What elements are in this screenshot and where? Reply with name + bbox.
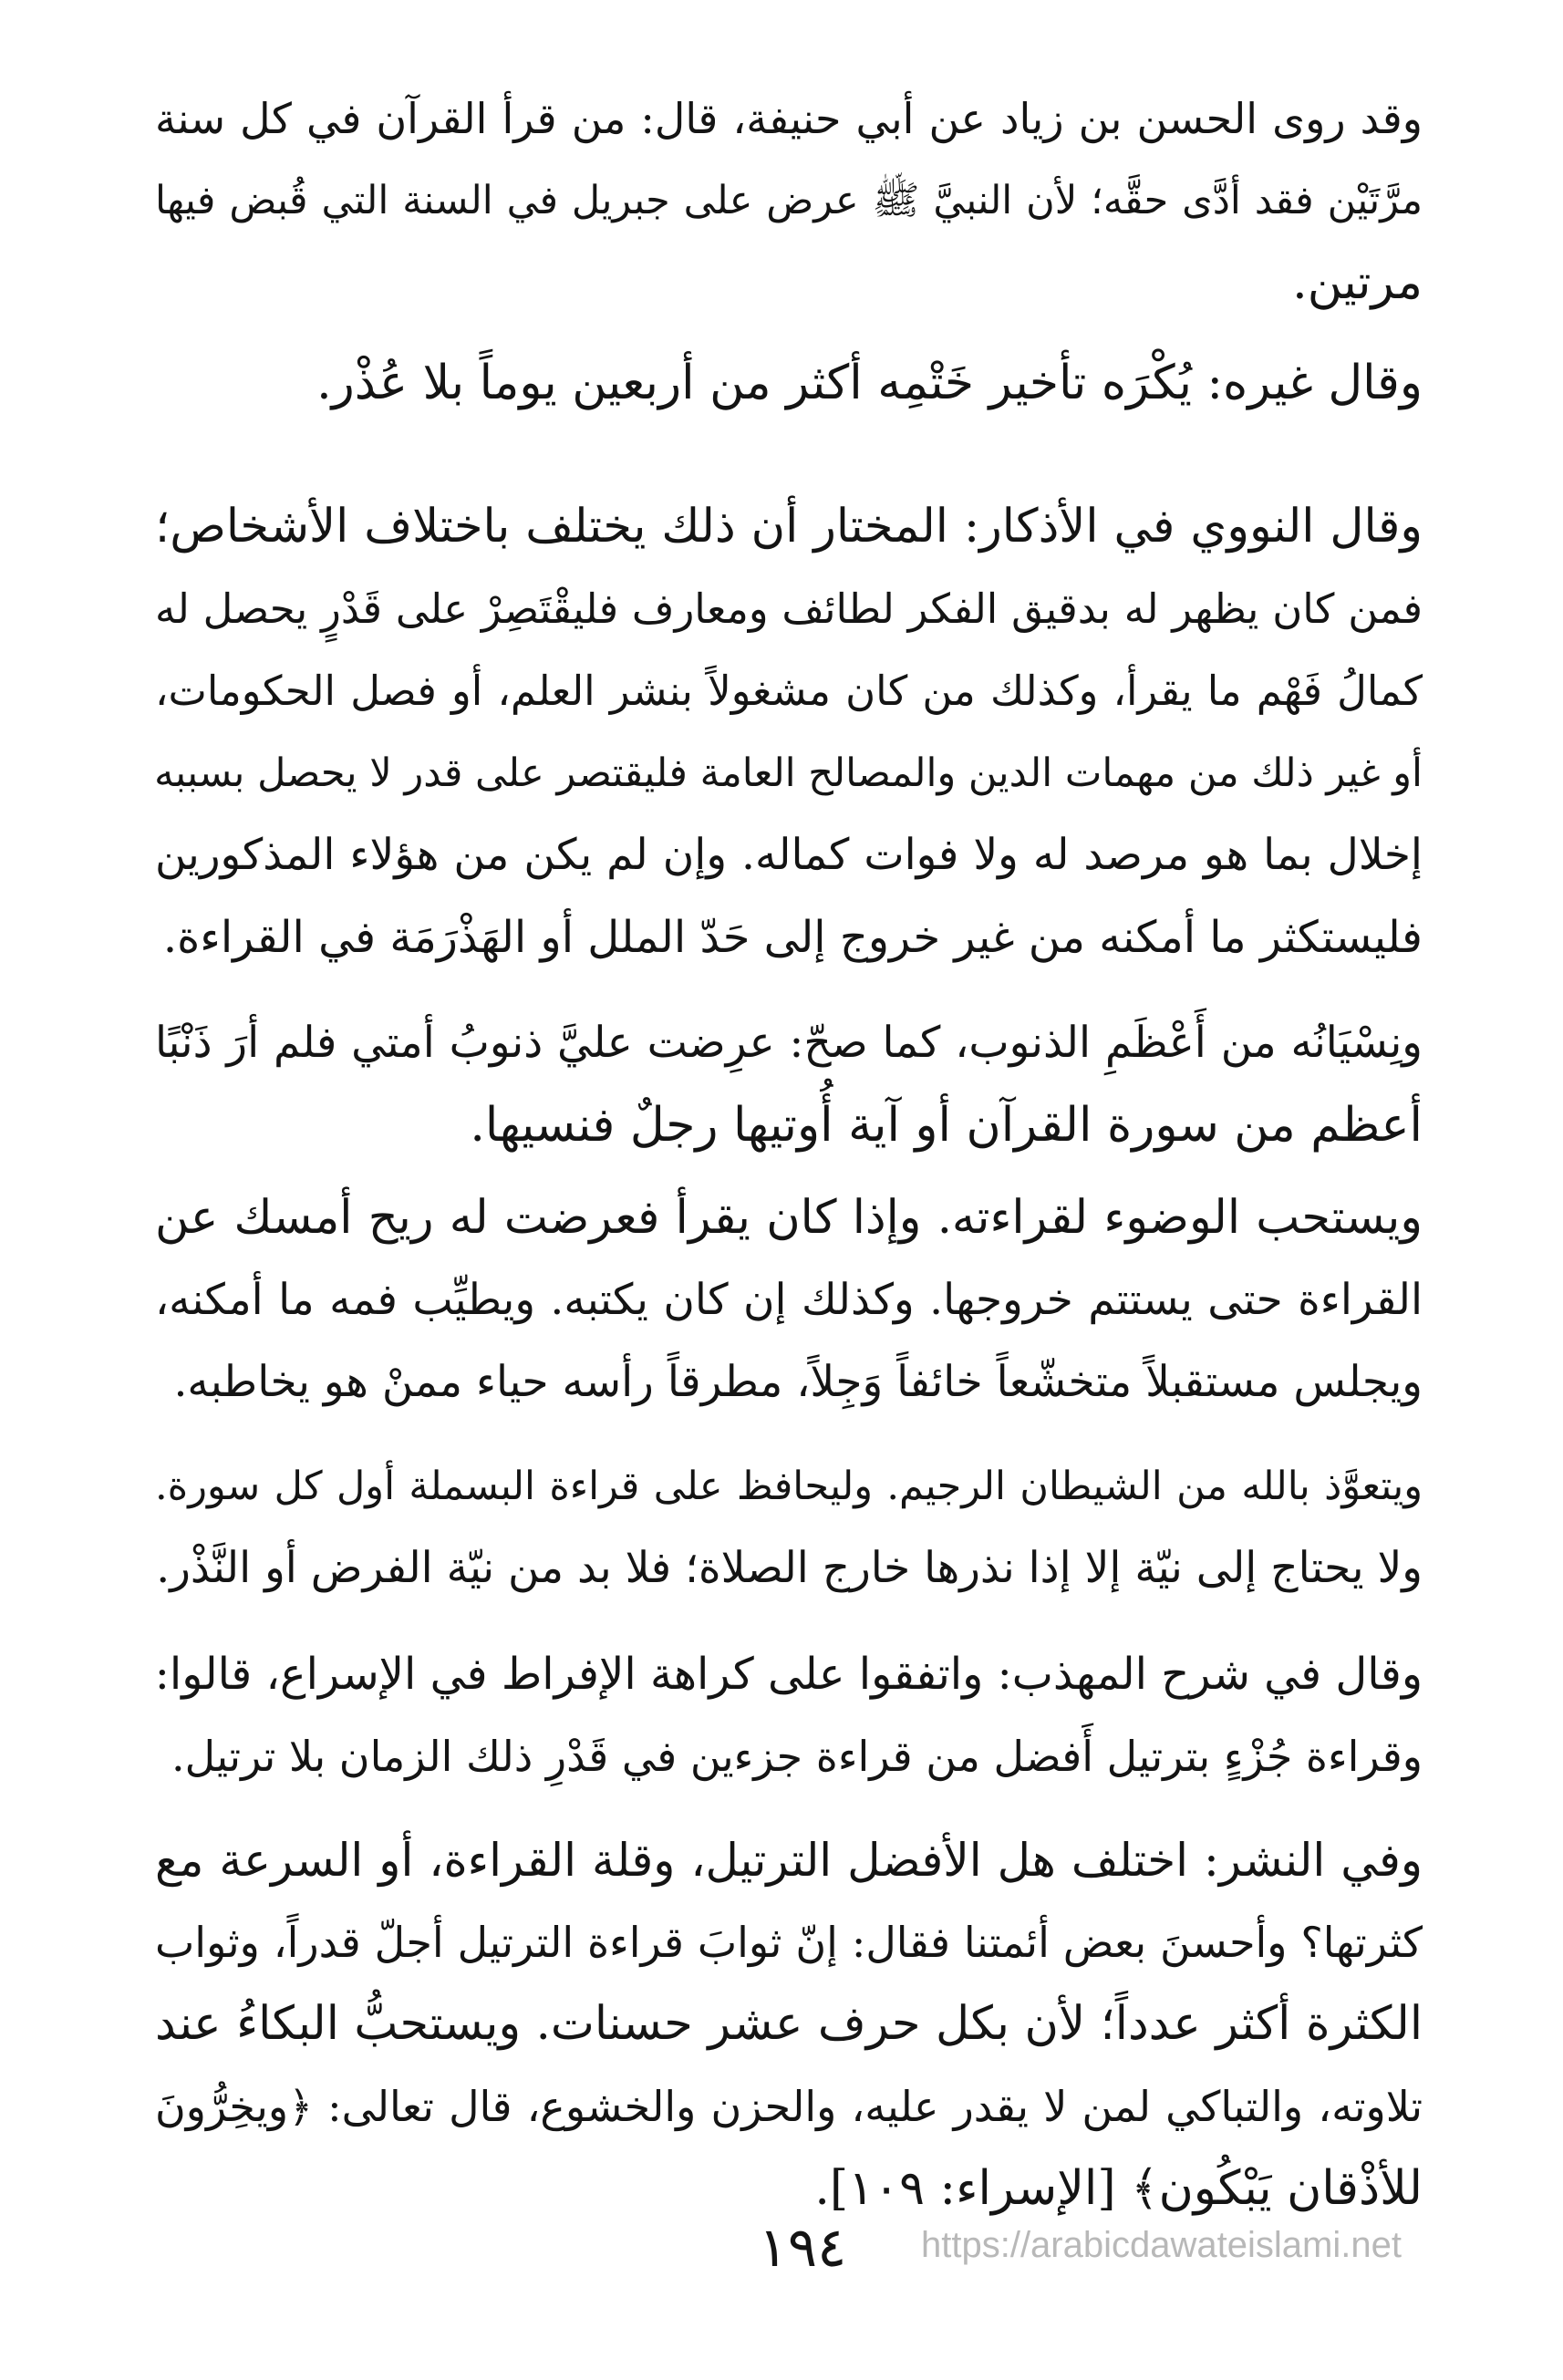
text-line: وقال في شرح المهذب: واتفقوا على كراهة الإفراط في الإسراع، قالوا:: [154, 1649, 1423, 1700]
text-line: كمالُ فَهْم ما يقرأ، وكذلك من كان مشغولاً بنشر العلم، أو فصل الحكومات،: [155, 667, 1423, 715]
text-line: وقد روى الحسن بن زياد عن أبي حنيفة، قال: من قرأ القرآن في كل سنة: [155, 94, 1423, 143]
text-line: أو غير ذلك من مهمات الدين والمصالح العامة فليقتصر على قدر لا يحصل بسببه: [154, 750, 1423, 796]
text-line: أعظم من سورة القرآن أو آية أُوتيها رجلٌ فنسيها.: [470, 1098, 1423, 1153]
text-line: فليستكثر ما أمكنه من غير خروج إلى حَدّ الملل أو الهَذْرَمَة في القراءة.: [162, 912, 1423, 963]
text-line: تلاوته، والتباكي لمن لا يقدر عليه، والحزن والخشوع، قال تعالى: ﴿ويخِرُّونَ: [155, 2082, 1423, 2131]
text-line: ونِسْيَانُه من أَعْظَمِ الذنوب، كما صحّ: عرِضت عليَّ ذنوبُ أمتي فلم أرَ ذَنْبًا: [155, 1018, 1423, 1068]
text-line: فمن كان يظهر له بدقيق الفكر لطائف ومعارف فليقْتَصِرْ على قَدْرٍ يحصل له: [155, 585, 1423, 633]
text-line: الكثرة أكثر عدداً؛ لأن بكل حرف عشر حسنات. ويستحبُّ البكاءُ عند: [155, 1997, 1423, 2051]
text-line: وقراءة جُزْءٍ بترتيل أَفضل من قراءة جزءين في قَدْرِ ذلك الزمان بلا ترتيل.: [171, 1732, 1423, 1781]
text-line: مرتين.: [1292, 255, 1423, 310]
text-line: مرَّتَيْن فقد أدَّى حقَّه؛ لأن النبيَّ ﷺ عرض على جبريل في السنة التي قُبض فيها: [155, 178, 1423, 223]
text-line: كثرتها؟ وأحسنَ بعض أئمتنا فقال: إنّ ثوابَ قراءة الترتيل أجلّ قدراً، وثواب: [155, 1918, 1423, 1967]
text-line: وقال النووي في الأذكار: المختار أن ذلك يختلف باختلاف الأشخاص؛: [155, 500, 1423, 554]
text-line: إخلال بما هو مرصد له ولا فوات كماله. وإن لم يكن من هؤلاء المذكورين: [155, 830, 1423, 880]
text-line: ويتعوَّذ بالله من الشيطان الرجيم. وليحافظ على قراءة البسملة أول كل سورة.: [155, 1464, 1423, 1509]
text-line: للأذْقان يَبْكُون﴾ [الإسراء: ١٠٩].: [814, 2161, 1423, 2216]
text-line: القراءة حتى يستتم خروجها. وكذلك إن كان يكتبه. ويطيِّب فمه ما أمكنه،: [155, 1275, 1423, 1325]
text-line: ويستحب الوضوء لقراءته. وإذا كان يقرأ فعرضت له ريح أمسك عن: [155, 1191, 1423, 1245]
text-line: وفي النشر: اختلف هل الأفضل الترتيل، وقلة القراءة، أو السرعة مع: [155, 1834, 1423, 1887]
text-line: ولا يحتاج إلى نيّة إلا إذا نذرها خارج الصلاة؛ فلا بد من نيّة الفرض أو النَّذْر.: [156, 1543, 1423, 1593]
text-line: وقال غيره: يُكْرَه تأخير خَتْمِه أكثر من أربعين يوماً بلا عُذْر.: [316, 356, 1423, 410]
watermark-url: https://arabicdawateislami.net: [921, 2225, 1402, 2265]
text-line: ويجلس مستقبلاً متخشّعاً خائفاً وَجِلاً، مطرقاً رأسه حياء ممنْ هو يخاطبه.: [173, 1357, 1423, 1407]
page-number: ١٩٤: [758, 2216, 847, 2280]
